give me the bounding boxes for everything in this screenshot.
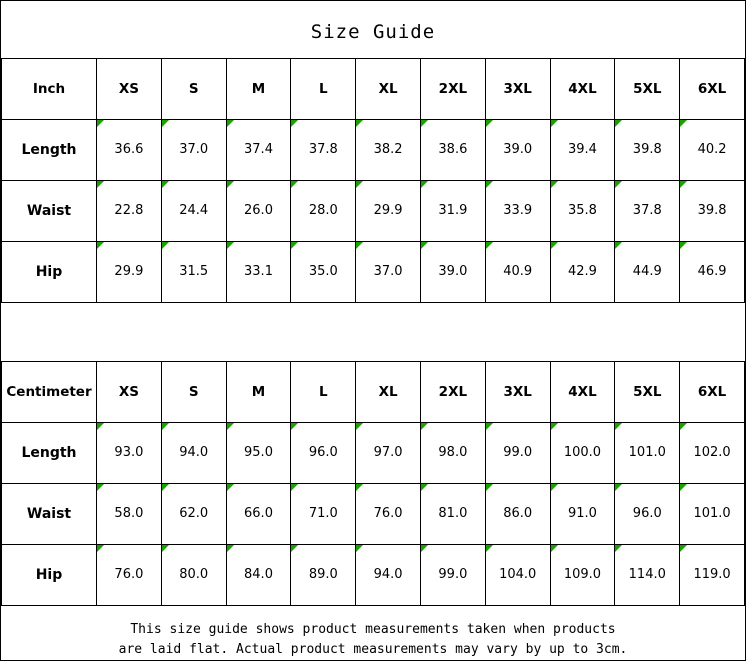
size-column-s: S bbox=[161, 361, 226, 422]
cell: 22.8 bbox=[97, 180, 162, 241]
cell: 26.0 bbox=[226, 180, 291, 241]
table-header-row bbox=[2, 58, 745, 119]
unit-header-centimeter: Centimeter bbox=[2, 361, 97, 422]
table-row bbox=[2, 119, 745, 180]
cell: 37.0 bbox=[356, 241, 421, 302]
cell: 94.0 bbox=[356, 544, 421, 605]
size-column-xl: XL bbox=[356, 58, 421, 119]
cell: 31.5 bbox=[161, 241, 226, 302]
cell: 29.9 bbox=[356, 180, 421, 241]
cell: 39.0 bbox=[485, 119, 550, 180]
cell: 119.0 bbox=[680, 544, 745, 605]
size-column-4xl: 4XL bbox=[550, 58, 615, 119]
cell: 76.0 bbox=[97, 544, 162, 605]
cell: 94.0 bbox=[161, 422, 226, 483]
cell: 96.0 bbox=[291, 422, 356, 483]
table-header-row bbox=[2, 361, 745, 422]
cell: 40.9 bbox=[485, 241, 550, 302]
size-column-xs: XS bbox=[97, 361, 162, 422]
cell: 38.2 bbox=[356, 119, 421, 180]
size-column-4xl: 4XL bbox=[550, 361, 615, 422]
cell: 91.0 bbox=[550, 483, 615, 544]
cell: 114.0 bbox=[615, 544, 680, 605]
cell: 24.4 bbox=[161, 180, 226, 241]
size-column-5xl: 5XL bbox=[615, 361, 680, 422]
size-column-xl: XL bbox=[356, 361, 421, 422]
cell: 96.0 bbox=[615, 483, 680, 544]
row-label-length: Length bbox=[2, 119, 97, 180]
cell: 89.0 bbox=[291, 544, 356, 605]
table-row bbox=[2, 483, 745, 544]
cell: 37.4 bbox=[226, 119, 291, 180]
size-column-m: M bbox=[226, 361, 291, 422]
cell: 101.0 bbox=[615, 422, 680, 483]
inch-size-table bbox=[1, 58, 745, 303]
page-title: Size Guide bbox=[310, 21, 436, 43]
cell: 104.0 bbox=[485, 544, 550, 605]
cell: 42.9 bbox=[550, 241, 615, 302]
cell: 66.0 bbox=[226, 483, 291, 544]
cell: 99.0 bbox=[485, 422, 550, 483]
cell: 86.0 bbox=[485, 483, 550, 544]
cell: 58.0 bbox=[97, 483, 162, 544]
cell: 95.0 bbox=[226, 422, 291, 483]
table-row bbox=[2, 241, 745, 302]
cell: 100.0 bbox=[550, 422, 615, 483]
cell: 37.8 bbox=[291, 119, 356, 180]
footer-line-1: This size guide shows product measurements taken when products bbox=[130, 621, 616, 637]
cell: 93.0 bbox=[97, 422, 162, 483]
cell: 97.0 bbox=[356, 422, 421, 483]
size-column-l: L bbox=[291, 361, 356, 422]
size-column-2xl: 2XL bbox=[420, 58, 485, 119]
table-row bbox=[2, 422, 745, 483]
footer-note bbox=[1, 606, 745, 660]
row-label-waist: Waist bbox=[2, 483, 97, 544]
unit-header-inch: Inch bbox=[2, 58, 97, 119]
cell: 46.9 bbox=[680, 241, 745, 302]
cell: 98.0 bbox=[420, 422, 485, 483]
cell: 28.0 bbox=[291, 180, 356, 241]
size-column-xs: XS bbox=[97, 58, 162, 119]
cell: 35.0 bbox=[291, 241, 356, 302]
cell: 31.9 bbox=[420, 180, 485, 241]
footer-line-2: are laid flat. Actual product measurements may vary by up to 3cm. bbox=[118, 641, 628, 657]
size-column-6xl: 6XL bbox=[680, 361, 745, 422]
size-column-5xl: 5XL bbox=[615, 58, 680, 119]
cell: 44.9 bbox=[615, 241, 680, 302]
cell: 62.0 bbox=[161, 483, 226, 544]
size-column-3xl: 3XL bbox=[485, 361, 550, 422]
size-column-6xl: 6XL bbox=[680, 58, 745, 119]
cell: 109.0 bbox=[550, 544, 615, 605]
row-label-length: Length bbox=[2, 422, 97, 483]
cell: 71.0 bbox=[291, 483, 356, 544]
size-column-m: M bbox=[226, 58, 291, 119]
cell: 39.8 bbox=[680, 180, 745, 241]
cell: 33.1 bbox=[226, 241, 291, 302]
cell: 39.8 bbox=[615, 119, 680, 180]
size-column-s: S bbox=[161, 58, 226, 119]
cell: 40.2 bbox=[680, 119, 745, 180]
cell: 76.0 bbox=[356, 483, 421, 544]
cell: 37.8 bbox=[615, 180, 680, 241]
cell: 101.0 bbox=[680, 483, 745, 544]
cell: 84.0 bbox=[226, 544, 291, 605]
cell: 81.0 bbox=[420, 483, 485, 544]
row-label-hip: Hip bbox=[2, 241, 97, 302]
cell: 38.6 bbox=[420, 119, 485, 180]
table-row bbox=[2, 180, 745, 241]
cell: 35.8 bbox=[550, 180, 615, 241]
cell: 37.0 bbox=[161, 119, 226, 180]
row-label-hip: Hip bbox=[2, 544, 97, 605]
size-column-2xl: 2XL bbox=[420, 361, 485, 422]
cell: 39.0 bbox=[420, 241, 485, 302]
cell: 29.9 bbox=[97, 241, 162, 302]
table-row bbox=[2, 544, 745, 605]
cell: 39.4 bbox=[550, 119, 615, 180]
table-separator bbox=[1, 303, 745, 361]
size-column-l: L bbox=[291, 58, 356, 119]
cell: 33.9 bbox=[485, 180, 550, 241]
size-column-3xl: 3XL bbox=[485, 58, 550, 119]
centimeter-size-table bbox=[1, 361, 745, 606]
cell: 99.0 bbox=[420, 544, 485, 605]
cell: 36.6 bbox=[97, 119, 162, 180]
cell: 102.0 bbox=[680, 422, 745, 483]
row-label-waist: Waist bbox=[2, 180, 97, 241]
cell: 80.0 bbox=[161, 544, 226, 605]
